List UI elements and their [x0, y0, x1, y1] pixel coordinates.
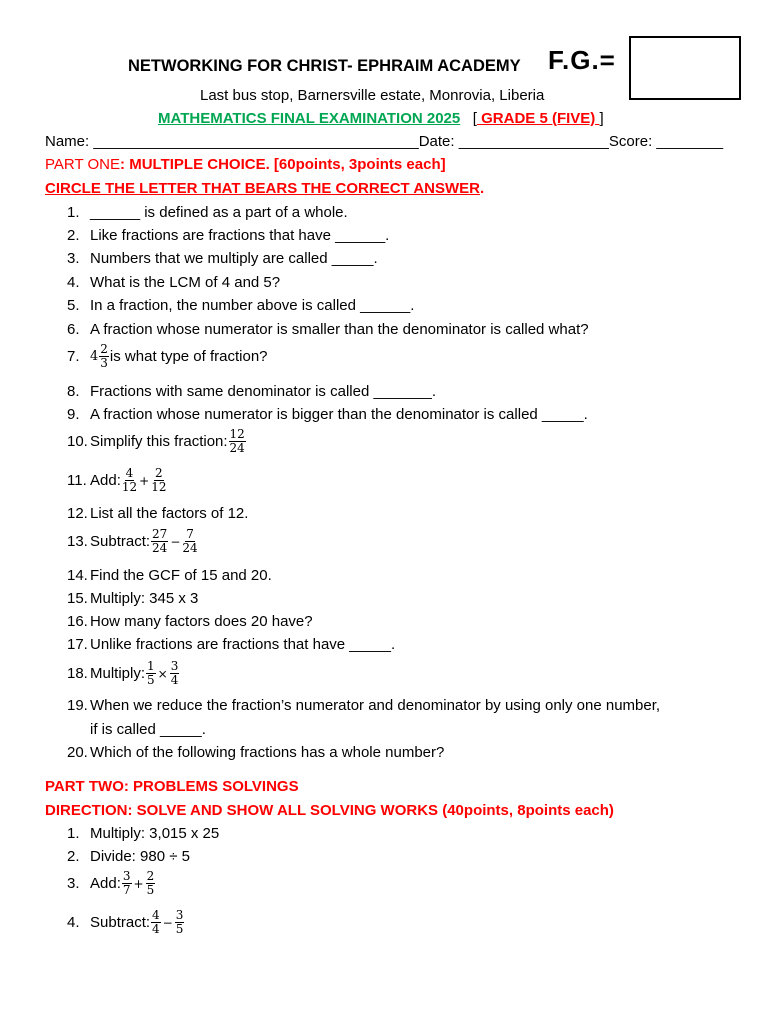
question-text: In a fraction, the number above is called ______.: [90, 297, 415, 314]
question-13: [67, 528, 199, 555]
denominator: 4: [152, 922, 160, 936]
numerator: 7: [186, 527, 194, 541]
question-number: 10.: [67, 433, 88, 450]
question-5: [67, 297, 414, 314]
denominator: 5: [146, 883, 155, 897]
question-number: 14.: [67, 567, 88, 584]
question-number: 6.: [67, 321, 80, 338]
question-number: 11.: [67, 472, 87, 489]
numerator: 3: [122, 869, 131, 883]
numerator: 12: [229, 427, 245, 441]
problem-text: Add:: [90, 875, 121, 892]
question-text: When we reduce the fraction’s numerator and denominator by using only one number,: [90, 697, 661, 714]
question-16: [67, 613, 313, 630]
mixed-number-fraction: [99, 343, 109, 370]
question-number: 7.: [67, 348, 80, 365]
question-10: [67, 428, 247, 455]
fraction-a: [122, 870, 132, 897]
operator: −: [170, 534, 181, 549]
question-number: 15.: [67, 590, 88, 607]
numerator: 4: [152, 908, 160, 922]
denominator: 4: [170, 673, 179, 687]
question-number: 18.: [67, 665, 88, 682]
question-text: Fractions with same denominator is called _______.: [90, 383, 437, 400]
problem-text: Divide: 980 ÷ 5: [90, 848, 190, 865]
exam-title: MATHEMATICS FINAL EXAMINATION 2025: [158, 110, 461, 127]
student-info-row: [45, 133, 724, 150]
numerator: 4: [125, 466, 134, 480]
question-number: 8.: [67, 383, 80, 400]
school-address: Last bus stop, Barnersville estate, Monrovia, Liberia: [200, 87, 545, 104]
question-3: [67, 250, 378, 267]
final-grade-box: [629, 36, 741, 100]
question-6: [67, 321, 589, 338]
question-18: [67, 660, 180, 687]
numerator: 3: [170, 659, 179, 673]
fraction-b: [146, 870, 156, 897]
question-text: Like fractions are fractions that have ______.: [90, 227, 390, 244]
part-two-heading: PART TWO: PROBLEMS SOLVINGS: [45, 778, 299, 795]
question-number: 16.: [67, 613, 88, 630]
question-text: Find the GCF of 15 and 20.: [90, 567, 272, 584]
question-text: A fraction whose numerator is smaller than the denominator is called what?: [90, 321, 589, 338]
denominator: 24: [182, 541, 198, 555]
instruction-text: CIRCLE THE LETTER THAT BEARS THE CORRECT ANSWER: [45, 180, 480, 197]
grade-label: GRADE 5 (FIVE): [476, 110, 600, 127]
fraction-a: [146, 660, 156, 687]
fraction-a: [122, 467, 137, 494]
operator: −: [162, 915, 173, 930]
instruction-period: .: [480, 180, 485, 197]
question-text: Simplify this fraction:: [90, 433, 228, 450]
school-name: NETWORKING FOR CHRIST- EPHRAIM ACADEMY: [128, 57, 521, 75]
exam-title-line: [158, 110, 604, 127]
grade-bracket-close: ]: [599, 110, 604, 127]
denominator: 24: [152, 541, 168, 555]
part-one-prefix: PART ONE: [45, 156, 121, 173]
operator: +: [133, 876, 144, 891]
question-text: Multiply: 345 x 3: [90, 590, 199, 607]
denominator: 24: [229, 441, 245, 455]
operator: +: [139, 473, 150, 488]
question-text: is what type of fraction?: [109, 348, 268, 365]
question-text: ______ is defined as a part of a whole.: [90, 204, 348, 221]
part-two-direction: DIRECTION: SOLVE AND SHOW ALL SOLVING WORKS (40points, 8points each): [45, 802, 614, 819]
denominator: 5: [147, 673, 155, 687]
question-text: Numbers that we multiply are called _____.: [90, 250, 378, 267]
question-number: 3.: [67, 250, 80, 267]
numerator: 2: [100, 342, 108, 356]
question-text: Unlike fractions are fractions that have _____.: [90, 636, 396, 653]
numerator: 2: [146, 869, 155, 883]
question-20: [67, 744, 444, 761]
question-number: 13.: [67, 533, 88, 550]
question-14: [67, 567, 272, 584]
question-number: 12.: [67, 505, 88, 522]
question-text: What is the LCM of 4 and 5?: [90, 274, 281, 291]
question-2: [67, 227, 389, 244]
question-number: 19.: [67, 697, 88, 714]
part-one-heading: [45, 156, 446, 173]
problem-text: Multiply: 3,015 x 25: [90, 825, 220, 842]
numerator: 27: [152, 527, 168, 541]
question-number: 5.: [67, 297, 80, 314]
question-15: [67, 590, 198, 607]
problem-3: [67, 870, 156, 897]
question-number: 9.: [67, 406, 80, 423]
score-field[interactable]: Score: ________: [608, 133, 724, 150]
mixed-number-whole: 4: [90, 349, 99, 364]
question-text: List all the factors of 12.: [90, 505, 249, 522]
denominator: 7: [122, 883, 131, 897]
fraction: [229, 428, 246, 455]
question-number: 1.: [67, 204, 80, 221]
question-8: [67, 383, 436, 400]
problem-number: 2.: [67, 848, 80, 865]
numerator: 2: [155, 466, 163, 480]
problem-number: 4.: [67, 914, 80, 931]
fraction-b: [151, 467, 166, 494]
question-11: [67, 467, 167, 494]
question-text: How many factors does 20 have?: [90, 613, 313, 630]
operator: ×: [157, 666, 168, 681]
question-number: 17.: [67, 636, 88, 653]
question-number: 2.: [67, 227, 80, 244]
fg-label: F.G.=: [548, 45, 616, 75]
denominator: 12: [121, 480, 138, 494]
numerator: 1: [147, 659, 155, 673]
numerator: 3: [175, 908, 184, 922]
question-19: [67, 697, 660, 714]
question-number: 4.: [67, 274, 80, 291]
question-9: [67, 406, 588, 423]
problem-1: [67, 825, 219, 842]
question-4: [67, 274, 280, 291]
part-one-title: : MULTIPLE CHOICE. [60points, 3points each]: [120, 156, 446, 173]
denominator: 12: [151, 480, 167, 494]
date-field[interactable]: Date: __________________: [418, 133, 609, 150]
question-19-continuation: if is called _____.: [90, 721, 206, 738]
fraction-b: [182, 528, 197, 555]
question-text: Subtract:: [90, 533, 151, 550]
question-text: Add:: [90, 472, 121, 489]
denominator: 3: [100, 356, 108, 370]
fraction-b: [170, 660, 180, 687]
fraction-b: [175, 909, 185, 936]
question-7: [67, 343, 268, 370]
problem-4: [67, 909, 185, 936]
name-field[interactable]: Name: _______________________________________: [45, 133, 419, 150]
question-1: [67, 204, 348, 221]
problem-text: Subtract:: [90, 914, 151, 931]
fraction-a: [151, 528, 168, 555]
question-number: 20.: [67, 744, 88, 761]
question-text: Which of the following fractions has a whole number?: [90, 744, 445, 761]
denominator: 5: [175, 922, 184, 936]
question-17: [67, 636, 395, 653]
question-text: Multiply:: [90, 665, 146, 682]
question-text: A fraction whose numerator is bigger than the denominator is called _____.: [90, 406, 588, 423]
fraction-a: [151, 909, 161, 936]
part-one-instruction: [45, 180, 484, 197]
grade-bracket-open: [: [472, 110, 477, 127]
question-12: [67, 505, 248, 522]
problem-number: 3.: [67, 875, 80, 892]
problem-2: [67, 848, 190, 865]
problem-number: 1.: [67, 825, 80, 842]
